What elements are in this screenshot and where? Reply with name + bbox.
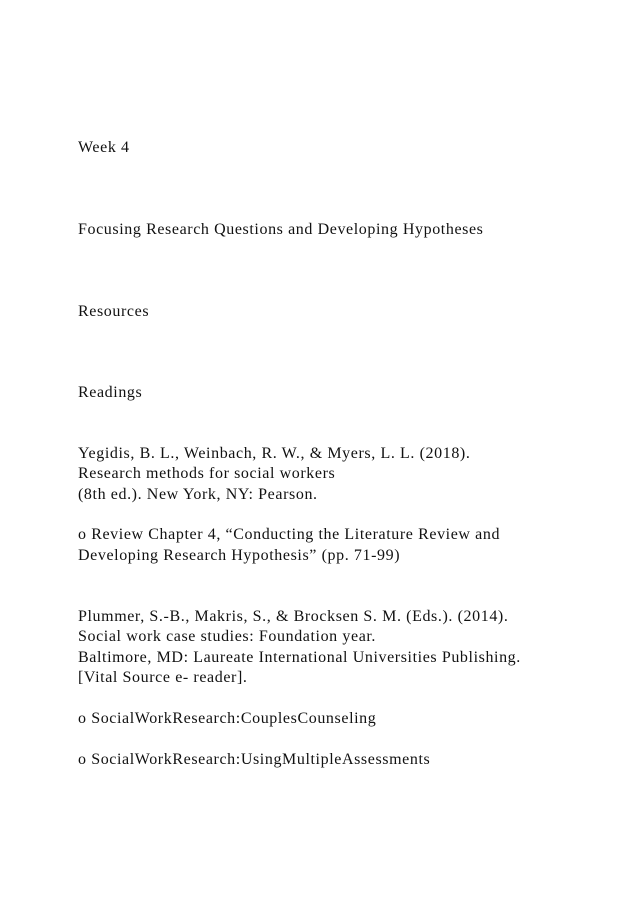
reading-1-citation-line-3: (8th ed.). New York, NY: Pearson. [78, 486, 318, 503]
reading-2-citation-line-2: Social work case studies: Foundation year. [78, 628, 377, 645]
reading-2-citation-line-4: [Vital Source e- reader]. [78, 669, 248, 686]
reading-1-bullet-line-2: Developing Research Hypothesis” (pp. 71-99) [78, 547, 401, 564]
readings-heading: Readings [78, 384, 143, 401]
reading-2-citation-line-1: Plummer, S.-B., Makris, S., & Brocksen S. M. (Eds.). (2014). [78, 608, 509, 625]
reading-1-bullet-line-1: o Review Chapter 4, “Conducting the Literature Review and [78, 526, 501, 543]
page-title: Focusing Research Questions and Developing Hypotheses [78, 221, 484, 238]
reading-2-bullet-1: o SocialWorkResearch:CouplesCounseling [78, 710, 377, 727]
resources-heading: Resources [78, 303, 150, 320]
reading-2-citation-line-3: Baltimore, MD: Laureate International Universities Publishing. [78, 649, 521, 666]
reading-1-citation-line-2: Research methods for social workers [78, 465, 336, 482]
reading-2-bullet-2: o SocialWorkResearch:UsingMultipleAssessments [78, 751, 431, 768]
reading-1-citation-line-1: Yegidis, B. L., Weinbach, R. W., & Myers, L. L. (2018). [78, 445, 471, 462]
week-label: Week 4 [78, 139, 130, 156]
